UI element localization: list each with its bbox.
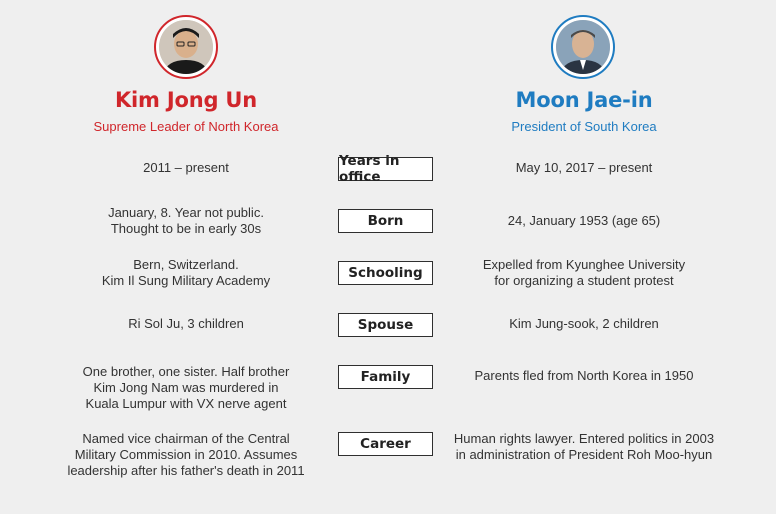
right-person-name: Moon Jae-in bbox=[515, 88, 653, 112]
row-career-label: Career bbox=[338, 432, 433, 456]
kim-jong-un-portrait bbox=[154, 15, 218, 79]
row-schooling-left-value: Bern, Switzerland. Kim Il Sung Military Academy bbox=[101, 257, 271, 288]
row-spouse-label: Spouse bbox=[338, 313, 433, 337]
left-person-name: Kim Jong Un bbox=[114, 88, 257, 112]
row-born-left-value: January, 8. Year not public. Thought to be in early 30s bbox=[108, 205, 264, 236]
row-family-label: Family bbox=[338, 365, 433, 389]
row-born-right-value: 24, January 1953 (age 65) bbox=[507, 213, 661, 228]
row-family-right-value: Parents fled from North Korea in 1950 bbox=[474, 368, 694, 383]
row-family-left-value: One brother, one sister. Half brother Kim Jong Nam was murdered in Kuala Lumpur with VX nerve agent bbox=[82, 364, 290, 411]
row-years-left-value: 2011 – present bbox=[143, 160, 229, 175]
left-person-title: Supreme Leader of North Korea bbox=[93, 119, 279, 134]
moon-jae-in-portrait bbox=[551, 15, 615, 79]
row-spouse-right-value: Kim Jung-sook, 2 children bbox=[509, 316, 659, 331]
row-career-right-value: Human rights lawyer. Entered politics in 2003 in administration of President Roh Moo-hyun bbox=[453, 431, 715, 462]
right-person-title: President of South Korea bbox=[511, 119, 657, 134]
row-years-right-value: May 10, 2017 – present bbox=[515, 160, 653, 175]
row-schooling-label: Schooling bbox=[338, 261, 433, 285]
row-years-label: Years in office bbox=[338, 157, 433, 181]
row-spouse-left-value: Ri Sol Ju, 3 children bbox=[128, 316, 244, 331]
row-schooling-right-value: Expelled from Kyunghee University for organizing a student protest bbox=[482, 257, 686, 288]
row-career-left-value: Named vice chairman of the Central Military Commission in 2010. Assumes leadership after his father's death in 2011 bbox=[67, 431, 305, 478]
row-born-label: Born bbox=[338, 209, 433, 233]
